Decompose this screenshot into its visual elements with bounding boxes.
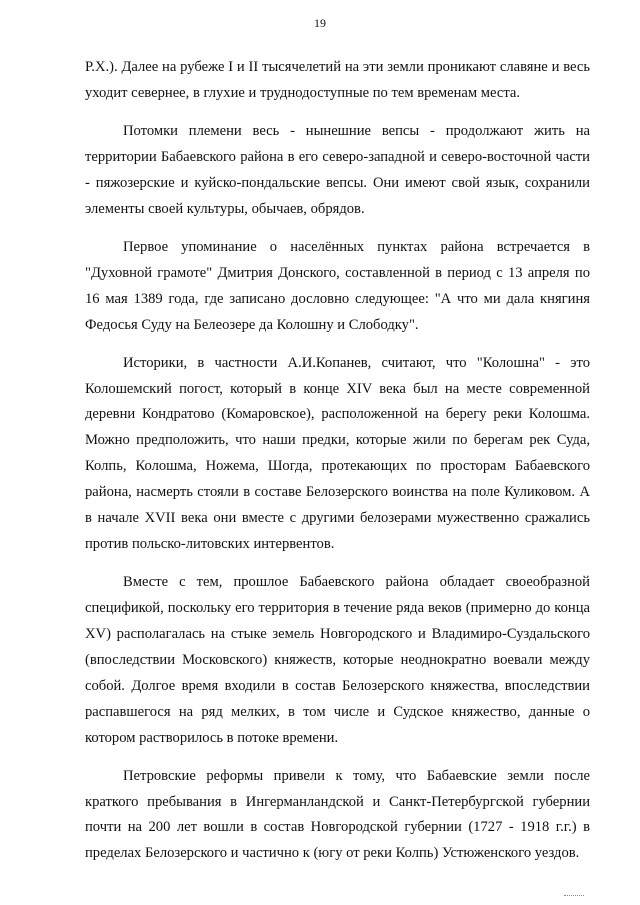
document-body (85, 55, 590, 879)
paragraph-6: Петровские реформы привели к тому, что Бабаевские земли после краткого пребывания в Ингерманландской и Санкт-Петербургской губернии почти на 200 лет вошли в состав Новгородской губернии (1727 - 1918 г.г.) в пределах Белозерского и частично к (югу от реки Колпь) Устюженского уездов. (85, 767, 590, 862)
page-number: 19 (314, 16, 326, 30)
scan-artifact (564, 895, 584, 899)
paragraph-4: Историки, в частности А.И.Копанев, считают, что "Колошна" - это Колошемский погост, который в конце XIV века был на месте современной деревни Кондратово (Комаровское), расположенной на берегу реки Колошма. Можно предположить, что наши предки, которые жили по берегам рек Суда, Колпь, Колошма, Ножема, Шогда, протекающих по просторам Бабаевского района, насмерть стояли в составе Белозерского воинства на поле Куликовом. А в начале XVII века они вместе с другими белозерами мужественно сражались против польско-литовских интервентов. (85, 354, 590, 552)
paragraph-1: Р.Х.). Далее на рубеже I и II тысячелетий на эти земли проникают славяне и весь уходит севернее, в глухие и труднодоступные по тем временам места. (85, 59, 590, 101)
paragraph-3: Первое упоминание о населённых пунктах района встречается в "Духовной грамоте" Дмитрия Донского, составленной в период с 13 апреля по 16 мая 1389 года, где записано дословно следующее: "А что ми дала княгиня Федосья Суду на Белеозере да Колошну и Слободку". (85, 238, 590, 333)
paragraph-5: Вместе с тем, прошлое Бабаевского района обладает своеобразной спецификой, поскольку его территория в течение ряда веков (примерно до конца XV) располагалась на стыке земель Новгородского и Владимиро-Суздальского (впоследствии Московского) княжеств, которые неоднократно воевали между собой. Долгое время входили в состав Белозерского княжества, впоследствии распавшегося на ряд мелких, в том числе и Судское княжество, данные о котором растворилось в потоке времени. (85, 574, 590, 746)
paragraph-2: Потомки племени весь - нынешние вепсы - продолжают жить на территории Бабаевского района в его северо-западной и северо-восточной части - пяжозерские и куйско-пондальские вепсы. Они имеют свой язык, сохранили элементы своей культуры, обычаев, обрядов. (85, 123, 590, 217)
